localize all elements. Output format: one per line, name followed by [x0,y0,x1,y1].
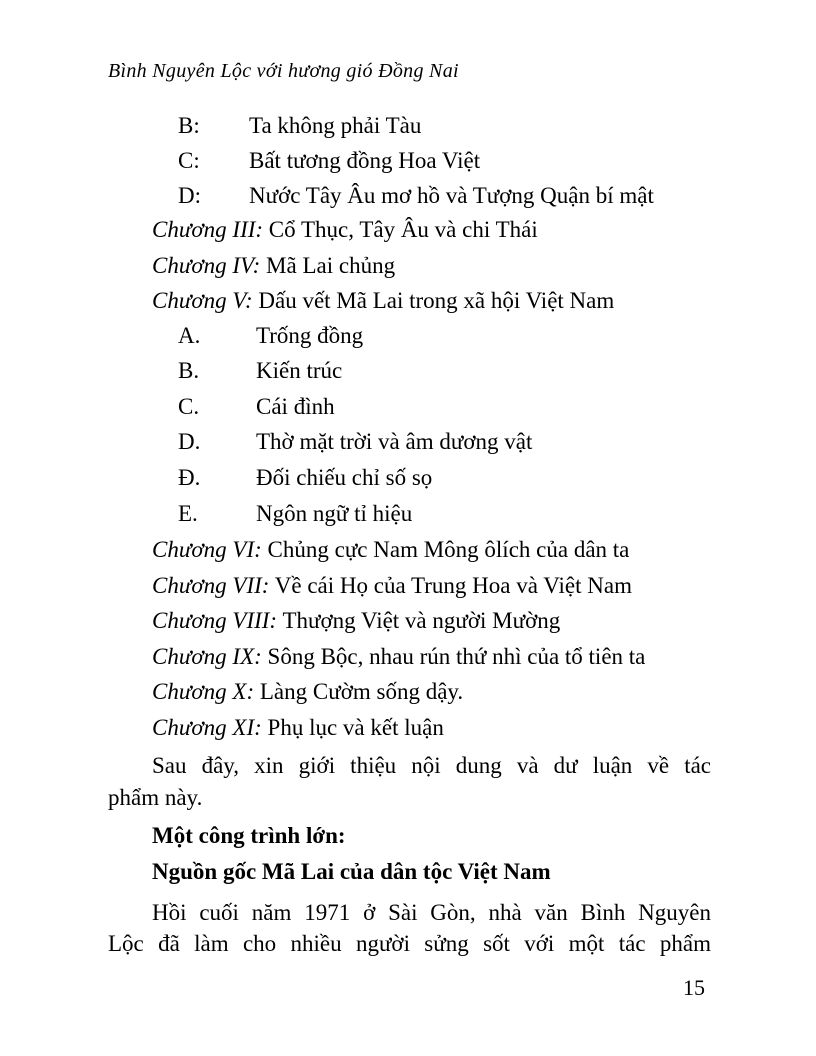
section-heading: Một công trình lớn: [152,823,346,848]
toc-chapter [152,537,629,563]
toc-chapter [152,608,560,634]
section-subheading: Nguồn gốc Mã Lai của dân tộc Việt Nam [152,859,551,884]
toc-chapter-label: Chương VII: [152,573,270,598]
toc-subitem-text: Trống đồng [256,323,364,348]
toc-subitem-label: C. [178,394,200,419]
toc-chapter-title: Làng Cườm sống dậy. [259,679,464,704]
page-number: 15 [683,975,705,1000]
toc-chapter-label: Chương X: [152,679,255,704]
toc-chapter [152,288,614,314]
toc-chapter-label: Chương IX: [152,644,262,669]
toc-chapter-label: Chương III: [152,217,264,242]
toc-chapter-label: Chương VIII: [152,608,278,633]
paragraph-line: Lộc đã làm cho nhiều người sửng sốt với một tác phẩm [108,931,711,956]
toc-subitem-label: D: [178,183,201,208]
toc-subitem-text: Nước Tây Âu mơ hồ và Tượng Quận bí mật [249,183,654,208]
toc-chapter [152,573,632,599]
toc-subitem-label: B: [178,113,200,138]
toc-subitem-text: Kiến trúc [256,358,343,383]
toc-chapter [152,217,538,243]
toc-subitem-text: Thờ mặt trời và âm dương vật [256,429,533,454]
toc-chapter-title: Sông Bộc, nhau rún thứ nhì của tổ tiên ta [267,644,646,669]
toc-chapter [152,253,395,279]
toc-chapter-title: Chủng cực Nam Mông ôlích của dân ta [267,537,630,562]
toc-subitem-label: Đ. [178,465,201,490]
toc-subitem-label: A. [178,323,201,348]
toc-chapter [152,644,645,670]
toc-chapter-title: Về cái Họ của Trung Hoa và Việt Nam [274,573,632,598]
toc-chapter-title: Mã Lai chủng [266,253,396,278]
toc-chapter-title: Thượng Việt và người Mường [282,608,561,633]
toc-subitem-text: Đối chiếu chỉ số sọ [256,465,433,490]
paragraph-line: Hồi cuối năm 1971 ở Sài Gòn, nhà văn Bình Nguyên [152,900,711,925]
toc-subitem-text: Ta không phải Tàu [249,113,422,138]
toc-chapter-title: Cổ Thục, Tây Âu và chi Thái [268,217,538,242]
running-header: Bình Nguyên Lộc với hương gió Đồng Nai [108,60,459,82]
toc-chapter-title: Dấu vết Mã Lai trong xã hội Việt Nam [258,288,615,313]
toc-chapter-label: Chương IV: [152,253,261,278]
toc-subitem-label: E. [178,501,198,526]
toc-subitem-text: Cái đình [256,394,335,419]
paragraph-line: phẩm này. [108,785,203,810]
toc-chapter-label: Chương XI: [152,715,262,740]
toc-subitem-text: Ngôn ngữ tỉ hiệu [256,501,413,526]
toc-subitem-label: D. [178,429,201,454]
toc-subitem-label: C: [178,148,200,173]
toc-subitem-text: Bất tương đồng Hoa Việt [249,148,481,173]
paragraph-line: Sau đây, xin giới thiệu nội dung và dư luận về tác [152,753,711,778]
toc-chapter-label: Chương V: [152,288,253,313]
toc-chapter-title: Phụ lục và kết luận [267,715,444,740]
toc-chapter-label: Chương VI: [152,537,262,562]
toc-chapter [152,715,444,741]
toc-chapter [152,679,463,705]
toc-subitem-label: B. [178,358,200,383]
